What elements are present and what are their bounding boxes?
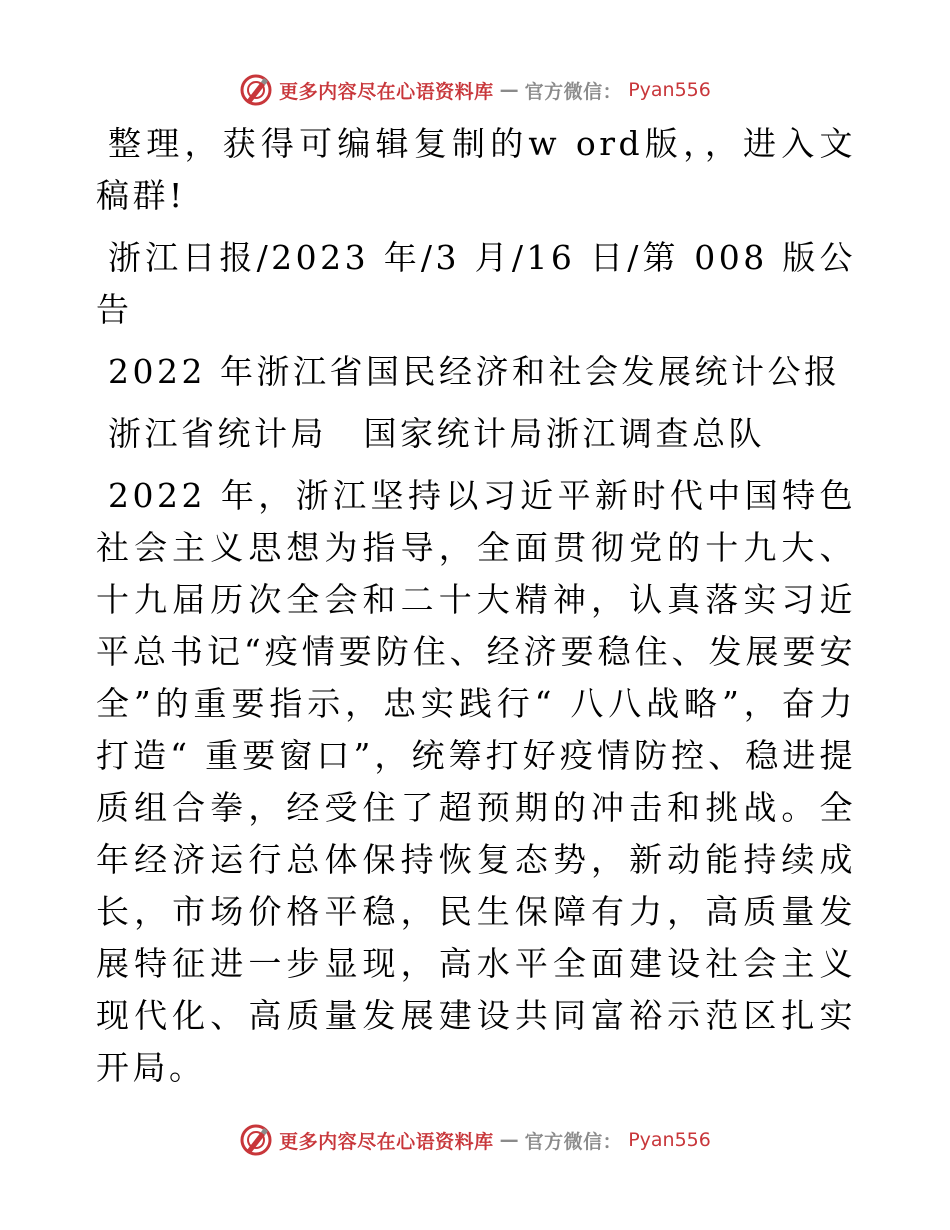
watermark-wechat-label: 官方微信： — [524, 1130, 623, 1153]
pen-logo-icon — [239, 1123, 273, 1157]
document-body — [96, 118, 856, 1094]
watermark-wechat-id: Pyan556 — [628, 1129, 711, 1151]
report-title: 2022 年浙江省国民经济和社会发展统计公报 — [108, 352, 841, 391]
header-watermark — [0, 70, 950, 110]
watermark-site-text: 更多内容尽在心语资料库 — [279, 80, 494, 103]
watermark-site-text: 更多内容尽在心语资料库 — [279, 1130, 494, 1153]
watermark-separator: — — [499, 79, 519, 101]
source-line: 浙江日报/2023 年/3 月/16 日/第 008 版公告 — [96, 238, 856, 329]
watermark-wechat-label: 官方微信： — [524, 80, 623, 103]
authors-line: 浙江省统计局 国家统计局浙江调查总队 — [108, 414, 765, 453]
watermark-separator: — — [499, 1129, 519, 1151]
intro-paragraph: 整理，获得可编辑复制的w ord版，，进入文稿群! — [96, 124, 856, 215]
body-paragraph: 2022 年，浙江坚持以习近平新时代中国特色社会主义思想为指导，全面贯彻党的十九大、十九届历次全会和二十大精神，认真落实习近平总书记“疫情要防住、经济要稳住、发展要安全”的重要指示，忠实践行“ 八八战略”，奋力打造“ 重要窗口”，统筹打好疫情防控、稳进提质组合拳，经受住了超预期的冲击和挑战。全年经济运行总体保持恢复态势，新动能持续成长，市场价格平稳，民生保障有力，高质量发展特征进一步显现，高水平全面建设社会主义现代化、高质量发展建设共同富裕示范区扎实开局。 — [96, 476, 856, 1087]
watermark-wechat-id: Pyan556 — [628, 79, 711, 101]
footer-watermark — [0, 1120, 950, 1160]
pen-logo-icon — [239, 73, 273, 107]
